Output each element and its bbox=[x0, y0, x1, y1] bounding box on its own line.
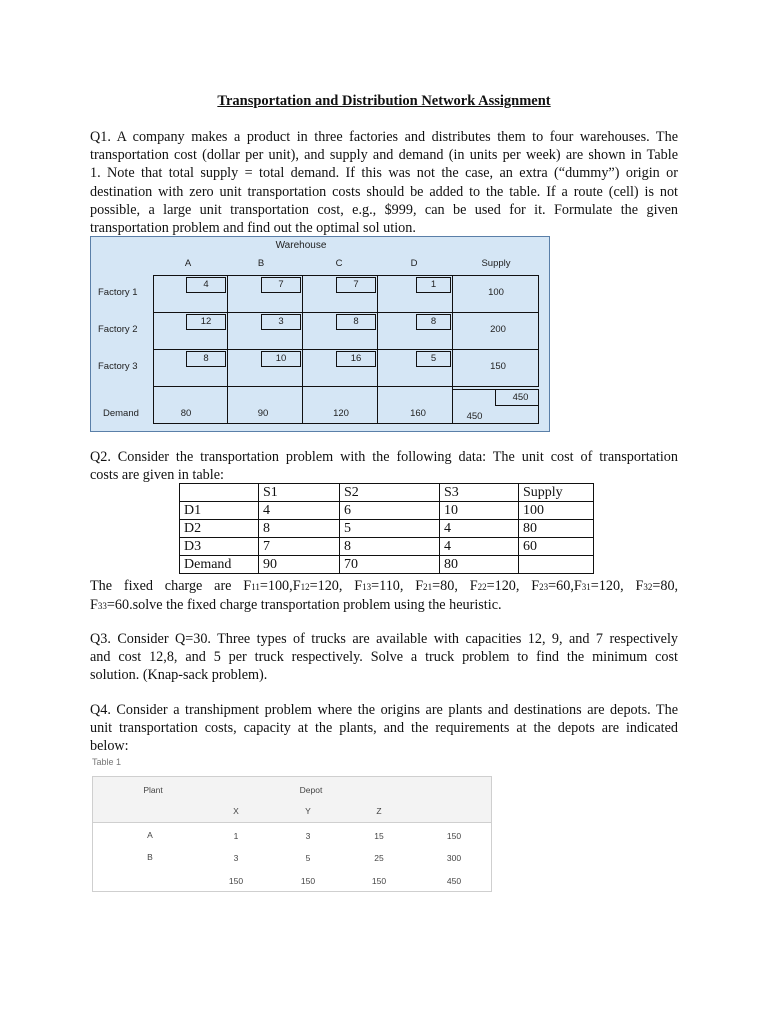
table-row bbox=[180, 502, 594, 520]
q4-table-header bbox=[93, 777, 491, 823]
plant-label: A bbox=[147, 830, 153, 840]
table-cell: 90 bbox=[259, 556, 340, 574]
warehouse-header: Warehouse bbox=[275, 240, 327, 251]
cost-cell: 8 bbox=[186, 351, 226, 367]
cost-cell: 5 bbox=[416, 351, 451, 367]
demand-value: 120 bbox=[333, 408, 349, 419]
requirement-value: 150 bbox=[371, 876, 387, 886]
cost-value: 5 bbox=[305, 853, 311, 863]
fixed-charge-value: =80, bbox=[432, 578, 458, 594]
table-cell: 10 bbox=[440, 502, 519, 520]
table-cell: S3 bbox=[440, 484, 519, 502]
q3-paragraph bbox=[90, 630, 678, 685]
q1-paragraph bbox=[90, 128, 678, 237]
q1-line: possible, a large unit transportation cost, e.g., $999, can be used for it. Formulate the given bbox=[90, 201, 678, 218]
row-label-factory-3: Factory 3 bbox=[98, 361, 138, 372]
q1-line: transportation problem and find out the optimal sol ution. bbox=[90, 220, 416, 237]
q4-line: below: bbox=[90, 738, 129, 755]
cost-cell: 16 bbox=[336, 351, 376, 367]
requirement-value: 150 bbox=[228, 876, 244, 886]
fixed-charge-value: =120, bbox=[486, 578, 520, 594]
cost-value: 15 bbox=[374, 831, 384, 841]
plant-label: B bbox=[147, 852, 153, 862]
column-header-y: Y bbox=[305, 806, 311, 816]
cost-cell: 7 bbox=[336, 277, 376, 293]
fixed-charge-symbol: F bbox=[531, 578, 540, 594]
fixed-charge-symbol: F bbox=[243, 578, 252, 594]
capacity-value: 300 bbox=[446, 853, 462, 863]
row-label-demand: Demand bbox=[103, 408, 139, 419]
fixed-charge-value: =80, bbox=[652, 578, 679, 594]
table-cell: 4 bbox=[440, 538, 519, 556]
column-header-b: B bbox=[257, 258, 265, 269]
table-cell bbox=[180, 484, 259, 502]
table-cell: S2 bbox=[340, 484, 440, 502]
fixed-charge-value: =60, bbox=[548, 578, 574, 594]
fixed-charge-value: =60.solve the fixed charge transportation problem using the heuristic. bbox=[106, 597, 502, 614]
fixed-charge-index: 33 bbox=[97, 601, 107, 612]
table-cell: 4 bbox=[259, 502, 340, 520]
table-cell: Supply bbox=[519, 484, 594, 502]
fixed-charge-symbol: F bbox=[635, 578, 644, 594]
q4-transhipment-table bbox=[92, 776, 492, 892]
fixed-charge-symbol: F bbox=[292, 578, 301, 594]
cost-value: 1 bbox=[233, 831, 239, 841]
table-cell: 80 bbox=[440, 556, 519, 574]
row-label-factory-1: Factory 1 bbox=[98, 287, 138, 298]
fixed-charge bbox=[243, 578, 292, 594]
fixed-charge-value: =120, bbox=[309, 578, 343, 594]
total-value: 450 bbox=[446, 876, 462, 886]
row-label-factory-2: Factory 2 bbox=[98, 324, 138, 335]
demand-value: 80 bbox=[180, 408, 192, 419]
q1-line: destination with zero unit transportation costs should be added to the table. If a route (cell) is not bbox=[90, 183, 678, 200]
fixed-charge-index: 12 bbox=[300, 582, 310, 592]
table-cell: D3 bbox=[180, 538, 259, 556]
cost-cell: 4 bbox=[186, 277, 226, 293]
fixed-charge-index: 31 bbox=[581, 582, 591, 592]
total-demand: 450 bbox=[466, 411, 483, 422]
q1-transport-table bbox=[90, 236, 550, 432]
fixed-charge bbox=[470, 578, 520, 594]
fixed-charge-value: =120, bbox=[590, 578, 624, 594]
fixed-charge-index: 21 bbox=[423, 582, 433, 592]
cost-cell: 1 bbox=[416, 277, 451, 293]
supply-value: 200 bbox=[490, 324, 506, 335]
table-cell: 60 bbox=[519, 538, 594, 556]
table-1-label: Table 1 bbox=[92, 757, 122, 767]
table-cell bbox=[519, 556, 594, 574]
fixed-charge-index: 13 bbox=[362, 582, 372, 592]
table-cell: D2 bbox=[180, 520, 259, 538]
document-title: Transportation and Distribution Network Assignment bbox=[217, 93, 551, 109]
table-cell: S1 bbox=[259, 484, 340, 502]
cost-cell: 12 bbox=[186, 314, 226, 330]
fixed-charge-symbol: F bbox=[415, 578, 424, 594]
q3-line: Q3. Consider Q=30. Three types of trucks are available with capacities 12, 9, and 7 respectively bbox=[90, 631, 678, 647]
fixed-charge bbox=[415, 578, 458, 594]
fixed-charge-index: 11 bbox=[251, 582, 260, 592]
fixed-charge-index: 32 bbox=[643, 582, 653, 592]
q2-cost-table bbox=[179, 483, 594, 574]
q2-paragraph bbox=[90, 448, 678, 484]
fixed-charge bbox=[635, 578, 678, 594]
fixed-charge-line bbox=[90, 596, 678, 615]
fixed-charge-symbol: F bbox=[354, 578, 363, 594]
q3-line: and cost 12,8, and 5 per truck respectively. Solve a truck problem to find the minimum cost bbox=[90, 649, 678, 666]
q1-line: 1. Note that total supply = total demand. If this was not the case, an extra (“dummy”) origin or bbox=[90, 165, 678, 182]
fixed-charge-prefix: The fixed charge are bbox=[90, 578, 232, 594]
fixed-charge-line bbox=[90, 577, 678, 596]
q2-line: Q2. Consider the transportation problem with the following data: The unit cost of transportation bbox=[90, 449, 678, 465]
column-header-d: D bbox=[410, 258, 418, 269]
table-row bbox=[180, 556, 594, 574]
q1-line: transportation cost (dollar per unit), and supply and demand (in units per week) are shown in Table bbox=[90, 147, 678, 164]
cost-cell: 10 bbox=[261, 351, 301, 367]
demand-value: 90 bbox=[257, 408, 269, 419]
fixed-charge bbox=[574, 578, 624, 594]
fixed-charge bbox=[293, 578, 343, 594]
supply-value: 150 bbox=[490, 361, 506, 372]
fixed-charge-value: =100, bbox=[259, 578, 293, 594]
q4-line: unit transportation costs, capacity at the plants, and the requirements at the depots are indicated bbox=[90, 720, 678, 737]
table-row bbox=[180, 520, 594, 538]
column-header-c: C bbox=[335, 258, 343, 269]
plant-header: Plant bbox=[143, 785, 163, 795]
total-supply: 450 bbox=[512, 392, 529, 403]
q3-line: solution. (Knap-sack problem). bbox=[90, 667, 268, 684]
column-header-x: X bbox=[233, 806, 239, 816]
fixed-charge-symbol: F bbox=[469, 578, 478, 594]
fixed-charge-symbol: F bbox=[90, 597, 98, 614]
fixed-charge-symbol: F bbox=[573, 578, 582, 594]
q2-line: costs are given in table: bbox=[90, 467, 224, 484]
column-header-z: Z bbox=[376, 806, 382, 816]
table-cell: 4 bbox=[440, 520, 519, 538]
requirement-value: 150 bbox=[300, 876, 316, 886]
fixed-charge-index: 23 bbox=[539, 582, 549, 592]
table-cell: Demand bbox=[180, 556, 259, 574]
fixed-charge bbox=[531, 578, 574, 594]
table-cell: 7 bbox=[259, 538, 340, 556]
fixed-charge-value: =110, bbox=[371, 578, 404, 594]
cost-cell: 3 bbox=[261, 314, 301, 330]
cost-value: 3 bbox=[233, 853, 239, 863]
q4-paragraph bbox=[90, 701, 678, 756]
fixed-charge-index: 22 bbox=[477, 582, 487, 592]
table-cell: 6 bbox=[340, 502, 440, 520]
table-cell: 80 bbox=[519, 520, 594, 538]
q2-fixed-charges bbox=[90, 577, 678, 615]
cost-cell: 8 bbox=[416, 314, 451, 330]
demand-value: 160 bbox=[410, 408, 426, 419]
table-cell: D1 bbox=[180, 502, 259, 520]
table-row bbox=[180, 484, 594, 502]
fixed-charge bbox=[354, 578, 403, 594]
table-cell: 8 bbox=[340, 538, 440, 556]
q1-line: Q1. A company makes a product in three factories and distributes them to four warehouses. The bbox=[90, 129, 678, 145]
table-cell: 70 bbox=[340, 556, 440, 574]
capacity-value: 150 bbox=[446, 831, 462, 841]
supply-value: 100 bbox=[488, 287, 504, 298]
cost-cell: 8 bbox=[336, 314, 376, 330]
table-row bbox=[180, 538, 594, 556]
table-cell: 8 bbox=[259, 520, 340, 538]
depot-header: Depot bbox=[299, 785, 323, 795]
table-cell: 5 bbox=[340, 520, 440, 538]
q4-line: Q4. Consider a transhipment problem where the origins are plants and destinations are depots. The bbox=[90, 702, 678, 718]
cost-value: 3 bbox=[305, 831, 311, 841]
table-cell: 100 bbox=[519, 502, 594, 520]
column-header-a: A bbox=[184, 258, 192, 269]
cost-cell: 7 bbox=[261, 277, 301, 293]
cost-value: 25 bbox=[374, 853, 384, 863]
supply-header: Supply bbox=[481, 258, 511, 269]
